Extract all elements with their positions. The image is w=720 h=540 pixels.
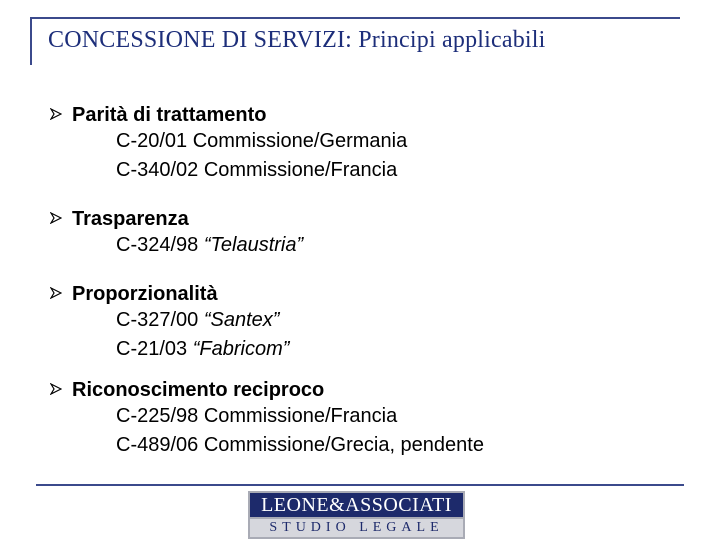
case-ref: C-327/00 <box>116 309 204 331</box>
bullet-item <box>50 282 690 364</box>
slide-title-main: CONCESSIONE DI SERVIZI: <box>48 27 353 53</box>
arrowhead-bullet-icon <box>50 212 62 224</box>
bullet-item <box>50 103 690 185</box>
logo-subtitle: STUDIO LEGALE <box>250 519 463 537</box>
case-ref: C-21/03 <box>116 338 193 360</box>
arrowhead-bullet-icon <box>50 287 62 299</box>
case-ref: C-225/98 Commissione/Francia <box>116 405 398 427</box>
title-rule-vertical <box>30 17 32 65</box>
bullet-list <box>50 103 690 460</box>
bullet-item <box>50 207 690 260</box>
firm-logo <box>248 491 465 539</box>
case-line <box>72 431 690 460</box>
slide-title <box>48 27 546 54</box>
arrowhead-bullet-icon <box>50 383 62 395</box>
logo-firm-name: LEONE&ASSOCIATI <box>250 493 463 517</box>
bullet-heading: Trasparenza <box>72 208 189 230</box>
case-line <box>72 306 690 335</box>
case-line <box>72 402 690 431</box>
bullet-heading: Riconoscimento reciproco <box>72 379 325 401</box>
case-name: “Telaustria” <box>203 234 304 256</box>
case-name: “Fabricom” <box>192 338 290 360</box>
title-rule-horizontal <box>30 17 680 19</box>
bullet-heading: Proporzionalità <box>72 283 218 305</box>
footer-rule <box>36 484 684 486</box>
arrowhead-bullet-icon <box>50 108 62 120</box>
bullet-item <box>50 378 690 460</box>
case-line <box>72 231 690 260</box>
case-ref: C-340/02 Commissione/Francia <box>116 159 398 181</box>
slide-title-rest: Principi applicabili <box>352 27 546 53</box>
case-line <box>72 127 690 156</box>
case-name: “Santex” <box>203 309 280 331</box>
case-ref: C-324/98 <box>116 234 204 256</box>
case-ref: C-489/06 Commissione/Grecia, pendente <box>116 434 484 456</box>
bullet-heading: Parità di trattamento <box>72 104 267 126</box>
case-line <box>72 156 690 185</box>
case-line <box>72 335 690 364</box>
case-ref: C-20/01 Commissione/Germania <box>116 130 408 152</box>
